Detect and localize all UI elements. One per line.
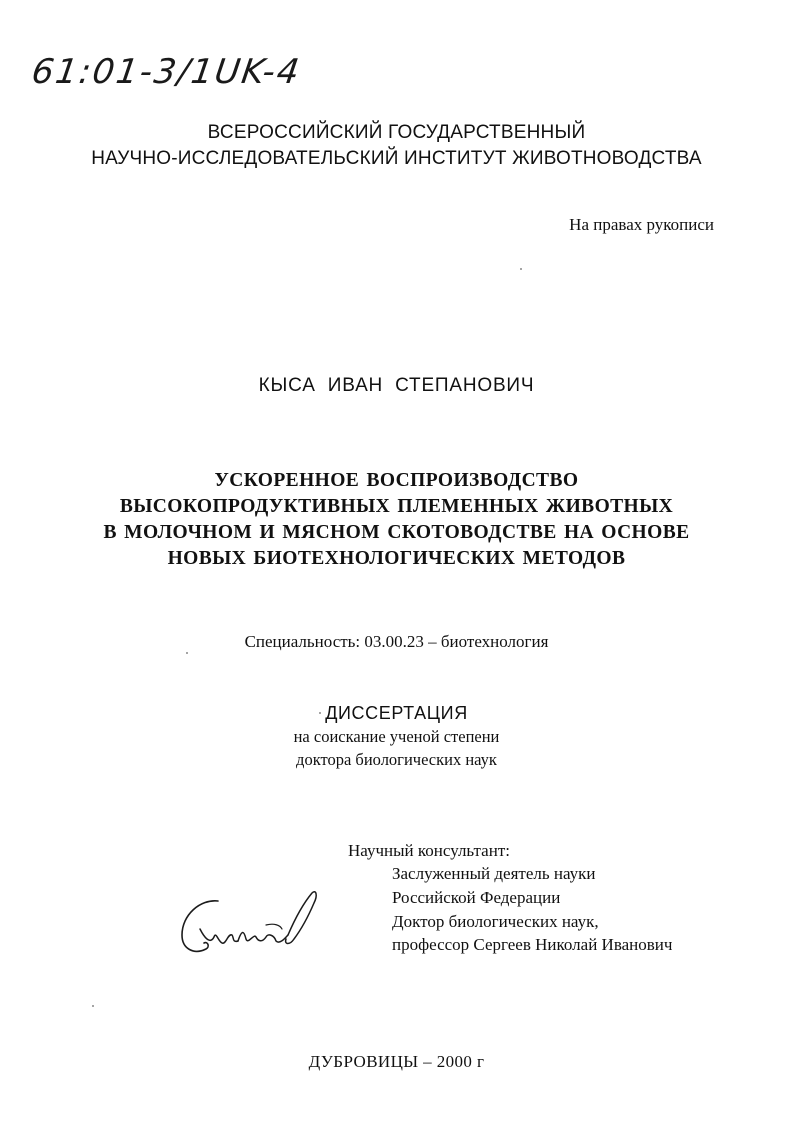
scan-speck xyxy=(186,652,188,654)
thesis-title-line-4: НОВЫХ БИОТЕХНОЛОГИЧЕСКИХ МЕТОДОВ xyxy=(167,548,626,569)
author-name: КЫСА ИВАН СТЕПАНОВИЧ xyxy=(258,375,535,396)
dissertation-heading: ДИССЕРТАЦИЯ xyxy=(325,703,468,723)
consultant-name-line: профессор Сергеев Николай Иванович xyxy=(392,935,673,954)
scan-speck xyxy=(319,712,321,714)
consultant-title-line-2: Российской Федерации xyxy=(392,888,561,907)
institute-name-line-2: НАУЧНО-ИССЛЕДОВАТЕЛЬСКИЙ ИНСТИТУТ ЖИВОТНОВОДСТВА xyxy=(91,148,702,169)
thesis-title-line-1: УСКОРЕННОЕ ВОСПРОИЗВОДСТВО xyxy=(214,470,579,491)
dissertation-degree-line-2: доктора биологических наук xyxy=(296,750,497,769)
thesis-title-line-2: ВЫСОКОПРОДУКТИВНЫХ ПЛЕМЕННЫХ ЖИВОТНЫХ xyxy=(119,496,674,517)
scan-speck xyxy=(92,1005,94,1007)
consultant-title-line-3: Доктор биологических наук, xyxy=(392,912,599,931)
institute-name-line-1: ВСЕРОССИЙСКИЙ ГОСУДАРСТВЕННЫЙ xyxy=(207,122,586,143)
consultant-title-line-1: Заслуженный деятель науки xyxy=(392,864,596,883)
specialty-line: Специальность: 03.00.23 – биотехнология xyxy=(244,632,549,651)
rights-note: На правах рукописи xyxy=(569,215,714,234)
place-and-year: ДУБРОВИЦЫ – 2000 г xyxy=(308,1052,485,1071)
archive-code: 61:01-3/1UK-4 xyxy=(29,52,304,92)
scan-speck xyxy=(520,268,522,270)
consultant-label: Научный консультант: xyxy=(348,841,510,860)
signature-icon xyxy=(170,885,330,970)
dissertation-degree-line-1: на соискание ученой степени xyxy=(293,727,500,746)
thesis-title-line-3: В МОЛОЧНОМ И МЯСНОМ СКОТОВОДСТВЕ НА ОСНОВЕ xyxy=(103,522,690,543)
